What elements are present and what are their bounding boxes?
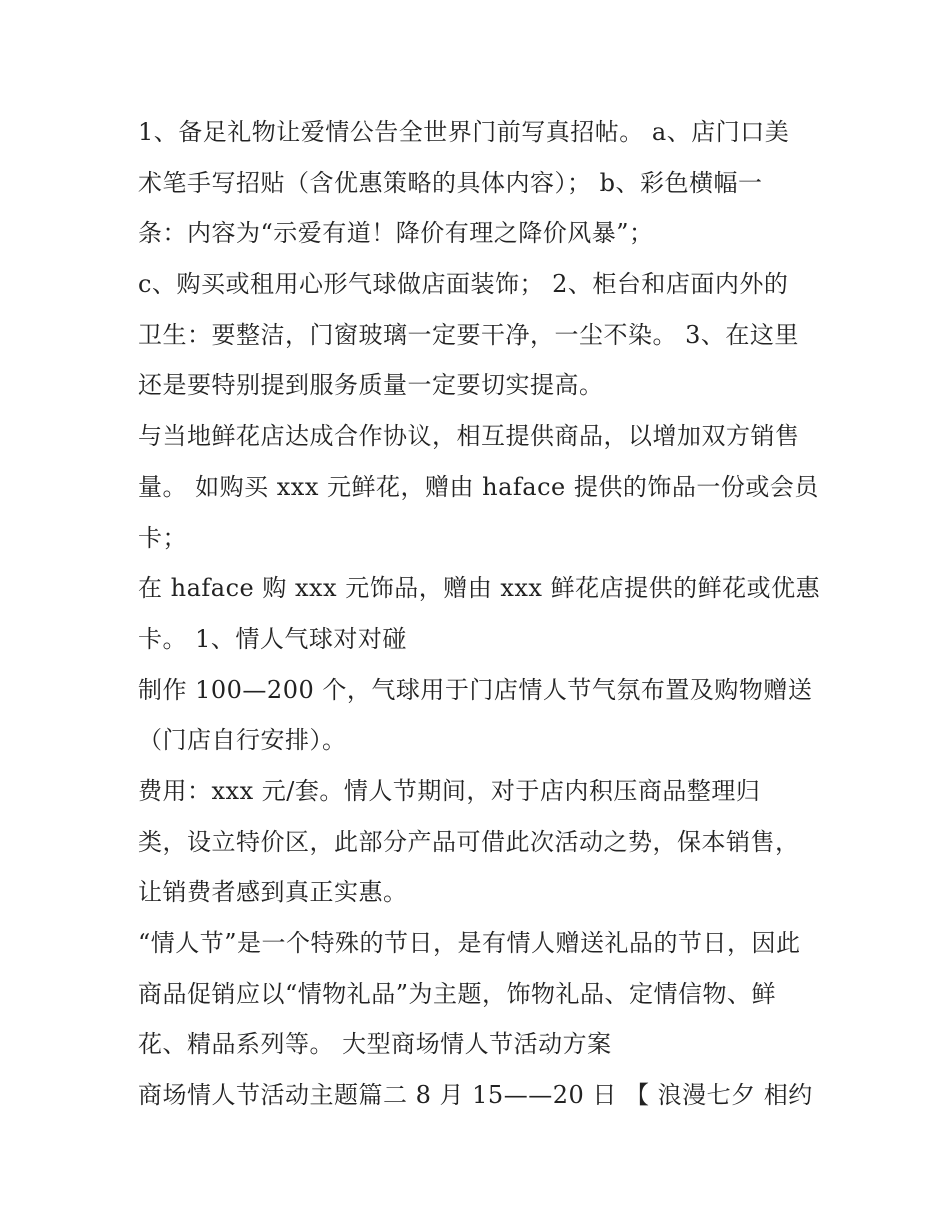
text-line-17: “情人节”是一个特殊的节日，是有情人赠送礼品的节日，因此 — [138, 929, 801, 957]
text-line-12: 制作 100—200 个，气球用于门店情人节气氛布置及购物赠送 — [138, 675, 813, 704]
text-line-20: 商场情人节活动主题篇二 8 月 15——20 日 【 浪漫七夕 相约 — [138, 1081, 813, 1110]
text-line-5: 卫生：要整洁，门窗玻璃一定要干净，一尘不染。 3、在这里 — [138, 320, 799, 349]
text-line-11: 卡。 1、情人气球对对碰 — [138, 624, 407, 653]
text-line-7: 与当地鲜花店达成合作协议，相互提供商品，以增加双方销售 — [138, 422, 800, 451]
text-line-4: c、购买或租用心形气球做店面装饰； 2、柜台和店面内外的 — [138, 270, 789, 299]
text-line-3: 条：内容为“示爱有道！降价有理之降价风暴”； — [138, 219, 654, 248]
text-line-9: 卡； — [138, 523, 187, 552]
text-line-2: 术笔手写招贴（含优惠策略的具体内容）； b、彩色横幅一 — [138, 168, 763, 197]
text-line-10: 在 haface 购 xxx 元饰品，赠由 xxx 鲜花店提供的鲜花或优惠 — [138, 574, 821, 603]
document-body — [138, 107, 821, 1121]
text-line-13: （门店自行安排）。 — [138, 726, 347, 755]
text-line-16: 让销费者感到真正实惠。 — [138, 878, 408, 907]
text-line-18: 商品促销应以“情物礼品”为主题，饰物礼品、定情信物、鲜 — [138, 979, 777, 1008]
text-line-14: 费用：xxx 元/套。情人节期间，对于店内积压商品整理归 — [138, 776, 761, 805]
text-line-15: 类，设立特价区，此部分产品可借此次活动之势，保本销售， — [138, 827, 800, 856]
text-line-8: 量。 如购买 xxx 元鲜花，赠由 haface 提供的饰品一份或会员 — [138, 472, 819, 501]
text-line-6: 还是要特别提到服务质量一定要切实提高。 — [138, 371, 604, 400]
text-line-1: 1、备足礼物让爱情公告全世界门前写真招帖。 a、店门口美 — [138, 118, 790, 146]
text-line-19: 花、精品系列等。 大型商场情人节活动方案 — [138, 1030, 612, 1059]
